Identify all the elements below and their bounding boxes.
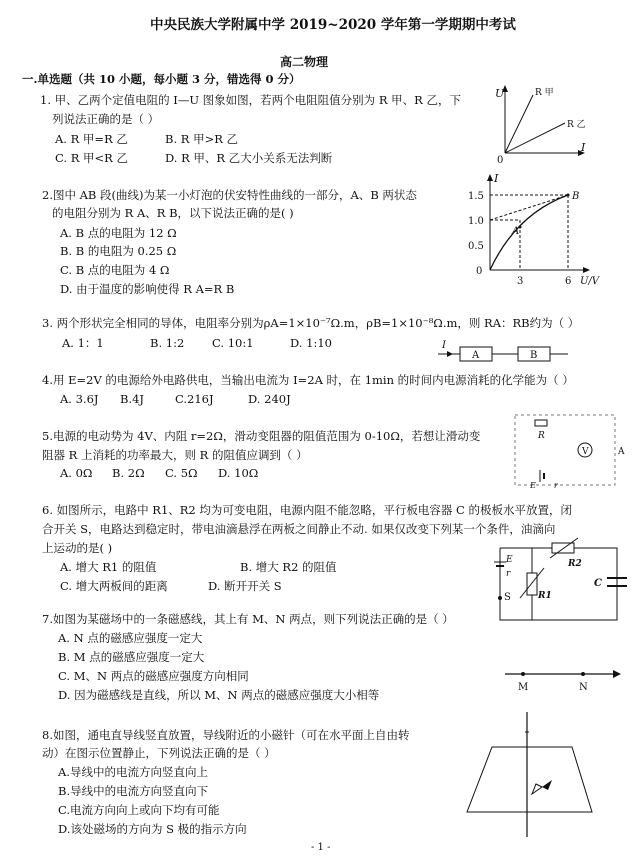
q4-option-d: D. 240J (248, 392, 291, 406)
q6-r1-label: R1 (538, 591, 552, 601)
q3-option-a: A. 1：1 (62, 336, 104, 350)
q7-point-m-label: M (518, 682, 529, 693)
q2-ytick-1.5: 1.5 (468, 191, 484, 202)
q1-line1-label: R 甲 (535, 88, 554, 98)
q6-figure (492, 538, 622, 628)
q2-y-axis-label: I (494, 172, 499, 185)
exam-title: 中央民族大学附属中学 2019~2020 学年第一学期期中考试 (150, 17, 516, 33)
q3-current-label: I (442, 340, 446, 351)
q5-option-a: A. 0Ω (60, 466, 93, 480)
q3-stem: 3. 两个形状完全相同的导体，电阻率分别为ρA=1×10⁻⁷Ω.m，ρB=1×10⁻⁸Ω.m，则 RA：RB约为（ ） (42, 316, 580, 330)
q5-resistor-label: R (538, 431, 545, 441)
q2-xtick-3: 3 (517, 276, 524, 287)
q8-option-b: B.导线中的电流方向竖直向下 (58, 784, 209, 798)
q6-stem-line1: 6. 如图所示，电路中 R1、R2 均为可变电阻，电源内阻不能忽略，平行板电容器 C 的极板水平放置，闭 (42, 503, 572, 517)
q3-conductor-b-label: B (530, 350, 538, 361)
q8-option-d: D.该处磁场的方向为 S 极的指示方向 (58, 822, 247, 836)
q2-x-axis-label: U/V (580, 276, 600, 287)
q6-r2-label: R2 (568, 559, 582, 569)
q1-x-axis-label: I (581, 141, 586, 154)
page-number: - 1 - (311, 842, 331, 853)
q4-stem: 4.用 E=2V 的电源给外电路供电，当输出电流为 I=2A 时，在 1min 的时间内电源消耗的化学能为（ ） (42, 373, 574, 387)
q1-stem-line2: 列说法正确的是（ ） (52, 112, 160, 126)
q4-option-c: C.216J (175, 392, 214, 406)
q5-ammeter-label: A (618, 447, 625, 457)
q5-option-b: B. 2Ω (112, 466, 145, 480)
q1-option-d: D. R 甲、R 乙大小关系无法判断 (165, 151, 333, 165)
q5-figure (510, 410, 630, 490)
q8-option-a: A.导线中的电流方向竖直向上 (58, 765, 208, 779)
q1-origin-label: 0 (497, 155, 504, 166)
q8-stem-line2: 动）在图示位置静止，下列说法正确的是（ ） (42, 746, 276, 760)
q6-option-b: B. 增大 R2 的阻值 (240, 560, 337, 574)
section-heading: 一.单选题（共 10 小题，每小题 3 分，错选得 0 分） (22, 72, 301, 86)
q7-option-c: C. M、N 两点的磁感应强度方向相同 (58, 669, 249, 683)
q2-stem-line1: 2.图中 AB 段(曲线)为某一小灯泡的伏安特性曲线的一部分，A、B 两状态 (42, 188, 417, 202)
q2-ytick-0: 0 (476, 266, 483, 277)
q2-figure (468, 172, 618, 287)
q6-option-d: D. 断开开关 S (208, 579, 282, 593)
q6-emf-label: E (506, 555, 513, 565)
q2-option-d: D. 由于温度的影响使得 R A=R B (60, 282, 235, 296)
q3-option-d: D. 1:10 (290, 336, 332, 350)
q2-option-b: B. B 的电阻为 0.25 Ω (60, 244, 177, 258)
q5-voltmeter-label: V (582, 447, 589, 457)
q5-option-c: C. 5Ω (165, 466, 198, 480)
q5-emf-label: E (530, 481, 536, 490)
q7-stem: 7.如图为某磁场中的一条磁感线，其上有 M、N 两点，则下列说法正确的是（ ） (42, 612, 454, 626)
q4-option-b: B.4J (120, 392, 145, 406)
q1-option-c: C. R 甲<R 乙 (55, 151, 128, 165)
q2-ytick-0.5: 0.5 (468, 241, 484, 252)
q8-stem-line1: 8.如图，通电直导线竖直放置，导线附近的小磁针（可在水平面上自由转 (42, 728, 410, 742)
q1-figure (495, 85, 595, 165)
q3-figure (438, 340, 578, 368)
q2-option-c: C. B 点的电阻为 4 Ω (60, 263, 170, 277)
q1-stem-line1: 1. 甲、乙两个定值电阻的 I—U 图象如图，若两个电阻阻值分别为 R 甲、R 乙，下 (40, 93, 461, 107)
q6-option-c: C. 增大两板间的距离 (60, 579, 168, 593)
q7-option-d: D. 因为磁感线是直线，所以 M、N 两点的磁感应强度大小相等 (58, 688, 380, 702)
q6-capacitor-label: C (594, 578, 602, 589)
q8-option-c: C.电流方向向上或向下均有可能 (58, 803, 220, 817)
q3-option-c: C. 10:1 (212, 336, 254, 350)
q1-line2-label: R 乙 (567, 120, 586, 130)
q7-figure (505, 664, 625, 694)
q6-stem-line3: 上运动的是( ) (42, 541, 113, 555)
q5-internal-r-label: r (554, 481, 558, 490)
q6-option-a: A. 增大 R1 的阻值 (60, 560, 157, 574)
q2-option-a: A. B 点的电阻为 12 Ω (60, 226, 177, 240)
q2-point-a-label: A (512, 226, 520, 237)
q2-xtick-6: 6 (565, 276, 572, 287)
q7-point-n-label: N (579, 682, 588, 693)
q3-conductor-a-label: A (472, 350, 480, 361)
q4-option-a: A. 3.6J (60, 392, 99, 406)
q6-switch-label: S (504, 592, 511, 603)
q2-stem-line2: 的电阻分别为 R A、R B，以下说法正确的是( ) (52, 206, 294, 220)
q7-option-b: B. M 点的磁感应强度一定大 (58, 650, 205, 664)
q5-stem-line1: 5.电源的电动势为 4V、内阻 r=2Ω，滑动变阻器的阻值范围为 0-10Ω，若想让滑动变 (42, 429, 481, 443)
q7-option-a: A. N 点的磁感应强度一定大 (58, 631, 203, 645)
q5-option-d: D. 10Ω (218, 466, 259, 480)
q2-ytick-1.0: 1.0 (468, 216, 484, 227)
q1-option-b: B. R 甲>R 乙 (165, 132, 239, 146)
q6-internal-r-label: r (506, 569, 511, 579)
q8-figure (462, 712, 602, 842)
q1-y-axis-label: U (495, 87, 505, 100)
q1-option-a: A. R 甲=R 乙 (55, 132, 128, 146)
q5-stem-line2: 阻器 R 上消耗的功率最大，则 R 的阻值应调到（ ） (42, 448, 308, 462)
q6-stem-line2: 合开关 S，电路达到稳定时，带电油滴悬浮在两板之间静止不动. 如果仅改变下列某一个条件，油滴向 (42, 522, 556, 536)
q3-option-b: B. 1:2 (150, 336, 185, 350)
q2-point-b-label: B (572, 191, 580, 202)
subject-title: 高二物理 (280, 55, 329, 69)
